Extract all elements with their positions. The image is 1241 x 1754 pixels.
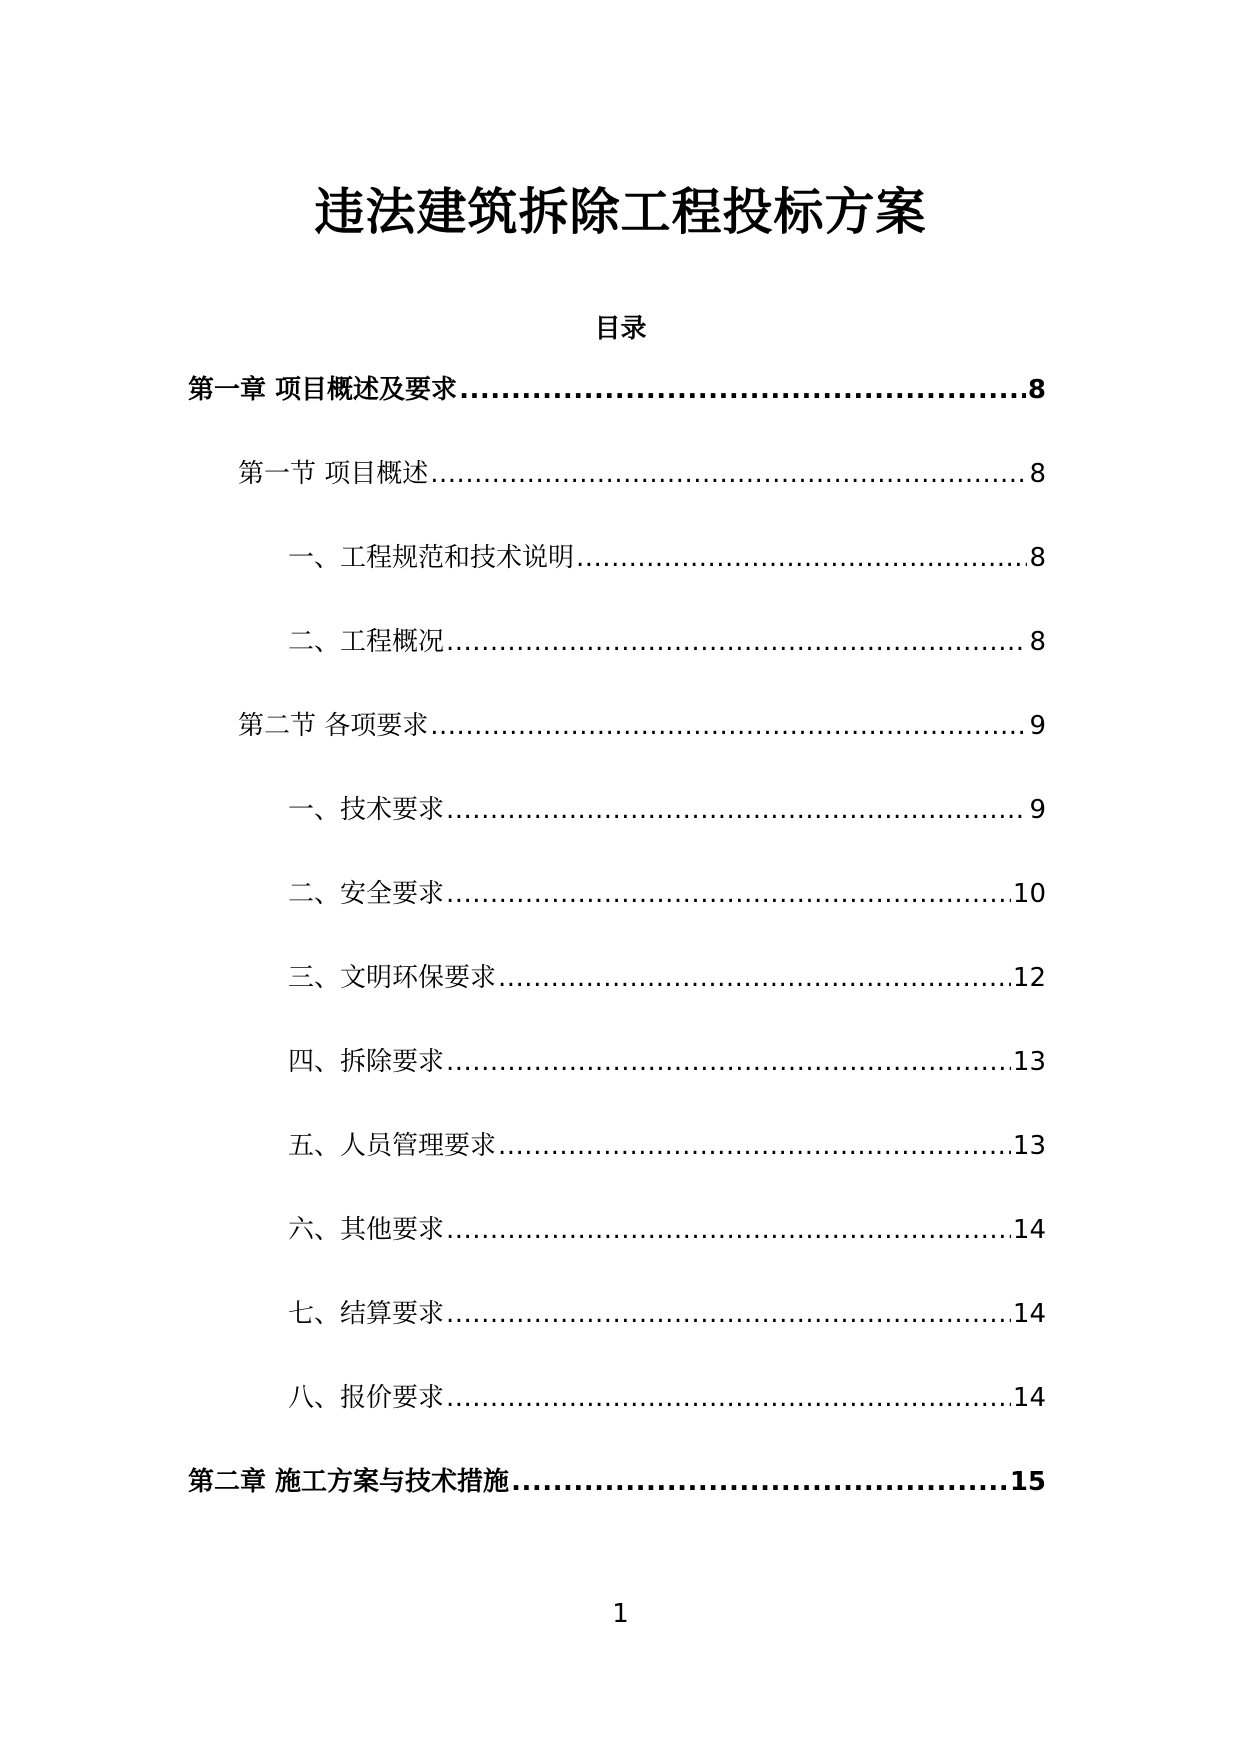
toc-entry-item-1-2-6[interactable] [288, 1210, 1046, 1250]
toc-entry-label: 二、工程概况 [288, 627, 445, 657]
toc-dot-leader [459, 370, 1026, 410]
toc-entry-page: 8 [1029, 627, 1046, 657]
toc-entry-page: 8 [1029, 459, 1046, 489]
toc-entry-item-1-2-5[interactable] [288, 1126, 1046, 1166]
toc-dot-leader [446, 1294, 1011, 1334]
toc-entry-page: 13 [1012, 1047, 1046, 1077]
toc-entry-item-1-2-1[interactable] [288, 790, 1046, 830]
toc-entry-item-1-2-7[interactable] [288, 1294, 1046, 1334]
toc-entry-page: 14 [1012, 1383, 1046, 1413]
toc-dot-leader [446, 1378, 1011, 1418]
toc-entry-label: 二、安全要求 [288, 879, 445, 909]
toc-dot-leader [498, 958, 1011, 998]
toc-entry-item-1-2-8[interactable] [288, 1378, 1046, 1418]
toc-entry-item-1-1-2[interactable] [288, 622, 1046, 662]
toc-entry-page: 8 [1029, 543, 1046, 573]
toc-entry-label: 第二节 各项要求 [238, 711, 429, 741]
toc-entry-item-1-1-1[interactable] [288, 538, 1046, 578]
toc-entry-page: 8 [1027, 375, 1046, 405]
toc-entry-chapter-1[interactable] [188, 370, 1046, 410]
toc-entry-item-1-2-2[interactable] [288, 874, 1046, 914]
toc-dot-leader [511, 1462, 1008, 1502]
toc-entry-label: 第一章 项目概述及要求 [188, 375, 458, 405]
toc-entry-page: 13 [1012, 1131, 1046, 1161]
toc-dot-leader [430, 706, 1027, 746]
toc-dot-leader [446, 1210, 1011, 1250]
toc-entry-page: 14 [1012, 1215, 1046, 1245]
document-title: 违法建筑拆除工程投标方案 [314, 183, 927, 241]
toc-entry-label: 第二章 施工方案与技术措施 [188, 1467, 510, 1497]
toc-entry-label: 七、结算要求 [288, 1299, 445, 1329]
toc-entry-label: 一、技术要求 [288, 795, 445, 825]
toc-dot-leader [446, 874, 1011, 914]
toc-entry-label: 八、报价要求 [288, 1383, 445, 1413]
toc-entry-item-1-2-3[interactable] [288, 958, 1046, 998]
page-number: 1 [612, 1599, 629, 1629]
toc-entry-label: 四、拆除要求 [288, 1047, 445, 1077]
toc-entry-section-1-2[interactable] [238, 706, 1046, 746]
toc-entry-section-1-1[interactable] [238, 454, 1046, 494]
toc-entry-label: 三、文明环保要求 [288, 963, 497, 993]
toc-entry-label: 一、工程规范和技术说明 [288, 543, 575, 573]
toc-entry-page: 9 [1029, 711, 1046, 741]
toc-dot-leader [446, 622, 1027, 662]
toc-entry-chapter-2[interactable] [188, 1462, 1046, 1502]
toc-entry-page: 15 [1009, 1467, 1046, 1497]
toc-heading: 目录 [594, 314, 647, 344]
toc-entry-label: 六、其他要求 [288, 1215, 445, 1245]
toc-dot-leader [576, 538, 1027, 578]
toc-dot-leader [446, 1042, 1011, 1082]
toc-dot-leader [498, 1126, 1011, 1166]
toc-entry-page: 10 [1012, 879, 1046, 909]
toc-dot-leader [430, 454, 1027, 494]
toc-entry-page: 14 [1012, 1299, 1046, 1329]
toc-entry-label: 五、人员管理要求 [288, 1131, 497, 1161]
toc-entry-page: 12 [1012, 963, 1046, 993]
toc-entry-page: 9 [1029, 795, 1046, 825]
toc-dot-leader [446, 790, 1027, 830]
toc-entry-label: 第一节 项目概述 [238, 459, 429, 489]
toc-entry-item-1-2-4[interactable] [288, 1042, 1046, 1082]
